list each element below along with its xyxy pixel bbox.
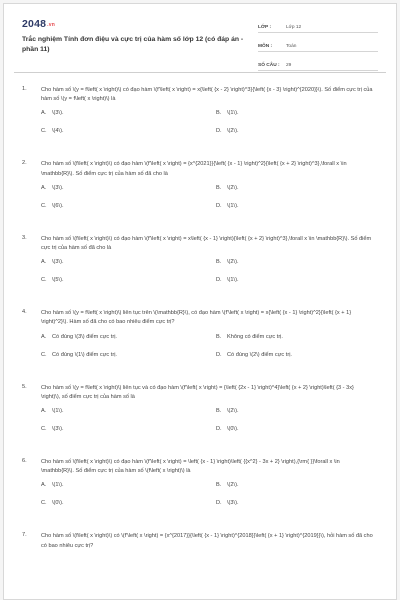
answer-option-b[interactable]: B. \(2\). — [216, 482, 239, 489]
answer-option-c[interactable]: C. \(5\). — [41, 277, 64, 284]
question-3 — [4, 235, 396, 295]
answer-options — [41, 110, 396, 146]
question-1 — [4, 86, 396, 146]
question-number: 1. — [22, 86, 27, 92]
answer-options — [41, 482, 396, 518]
answer-options — [41, 259, 396, 295]
answer-option-c[interactable]: C. \(3\). — [41, 426, 64, 433]
question-6 — [4, 458, 396, 518]
answer-option-a[interactable]: A. Có đúng \(3\) điểm cực trị. — [41, 333, 117, 340]
header-divider — [14, 72, 386, 73]
meta-value: Toán — [286, 44, 297, 49]
meta-label: LỚP : — [258, 25, 272, 30]
answer-option-d[interactable]: D. Có đúng \(2\) điểm cực trị. — [216, 351, 292, 358]
question-text: Cho hàm số \(f\left( x \right)\) có đạo hàm \(f'\left( x \right) = \left( {x - 1} \right)\left( {{x^2} - 3x + 2} \right),{\rm{ }}\forall x \in \mathbb{R}\). Số điểm cực trị của hàm số \(f\left( x \right)\) là — [41, 459, 340, 475]
question-text: Cho hàm số \(y = f\left( x \right)\) liên tục và có đạo hàm \(f'\left( x \right) = {\left( {2x - 1} \right)^4}\left( {x + 2} \right)\left( {3 - 3x} \right)\), số điểm cực trị của hàm số là — [41, 384, 354, 400]
question-7 — [4, 532, 396, 550]
site-logo[interactable]: 2048.vn — [22, 18, 55, 30]
document-page — [3, 3, 397, 600]
answer-options — [41, 334, 396, 370]
answer-option-d[interactable]: D. \(0\). — [216, 426, 239, 433]
meta-row-class — [258, 20, 378, 33]
answer-option-b[interactable]: B. \(2\). — [216, 184, 239, 191]
answer-option-a[interactable]: A. \(3\). — [41, 259, 64, 266]
answer-option-b[interactable]: B. \(1\). — [216, 110, 239, 117]
answer-option-a[interactable]: A. \(1\). — [41, 482, 64, 489]
question-text: Cho hàm số \(y = f\left( x \right)\) liên tục trên \(\mathbb{R}\), có đạo hàm \(f'\left( x \right) = x{\left( {x - 1} \right)^2}{\left( {x + 1} \right)^2}\). Hàm số đã cho có bao nhiêu điểm cực trị? — [41, 310, 352, 326]
meta-row-count — [258, 58, 378, 71]
meta-value: 29 — [286, 63, 292, 68]
question-4 — [4, 309, 396, 369]
answer-option-a[interactable]: A. \(3\). — [41, 110, 64, 117]
meta-row-subject — [258, 39, 378, 52]
question-2 — [4, 160, 396, 220]
question-text: Cho hàm số \(f\left( x \right)\) có đạo hàm \(f'\left( x \right) = {x^{2021}}{\left( {x - 1} \right)^2}{\left( {x + 2} \right)^3},\forall x \in \mathbb{R}\). Số điểm cực trị của hàm số đã cho là — [41, 161, 347, 177]
question-number: 6. — [22, 458, 27, 465]
meta-box — [258, 20, 378, 71]
answer-option-c[interactable]: C. \(0\). — [41, 500, 64, 507]
answer-option-b[interactable]: B. \(2\). — [216, 259, 239, 266]
answer-option-c[interactable]: C. \(6\). — [41, 202, 64, 209]
question-text: Cho hàm số \(f\left( x \right)\) có đạo hàm \(f'\left( x \right) = x\left( {x - 1} \right){\left( {x + 2} \right)^3},\forall x \in \mathbb{R}\). Số điểm cực trị của hàm số đã cho là — [41, 235, 372, 252]
answer-options — [41, 408, 396, 444]
question-number: 7. — [22, 532, 27, 539]
meta-label: SỐ CÂU : — [258, 63, 280, 68]
page-title: Trắc nghiệm Tính đơn điệu và cực trị của hàm số lớp 12 (có đáp án - phần 11) — [22, 36, 244, 53]
question-number: 3. — [22, 234, 27, 241]
answer-option-d[interactable]: D. \(1\). — [216, 202, 239, 209]
answer-option-d[interactable]: D. \(2\). — [216, 128, 239, 135]
answer-option-d[interactable]: D. \(1\). — [216, 277, 239, 284]
meta-value: Lớp 12 — [286, 25, 302, 30]
answer-option-c[interactable]: C. Có đúng \(1\) điểm cực trị. — [41, 351, 117, 358]
answer-option-a[interactable]: A. \(1\). — [41, 408, 64, 415]
answer-option-c[interactable]: C. \(4\). — [41, 128, 64, 135]
question-text: Cho hàm số \(y = f\left( x \right)\) có đạo hàm \(f'\left( x \right) = x{\left( {x - 2} \right)^3}{\left( {x - 3} \right)^{2020}}\). Số điểm cực trị của hàm số \(y = f\left( x \right)\) là — [41, 87, 373, 103]
answer-option-a[interactable]: A. \(3\). — [41, 184, 64, 191]
question-list — [4, 86, 396, 565]
question-number: 5. — [22, 383, 27, 390]
answer-option-b[interactable]: B. Không có điểm cực trị. — [216, 333, 283, 340]
answer-options — [41, 185, 396, 221]
question-number: 2. — [22, 160, 27, 167]
question-text: Cho hàm số \(f\left( x \right)\) có \(f'\left( x \right) = {x^{2017}}{\left( {x - 1} \right)^{2018}}\left( {x + 1} \right)^{2019}}\), hỏi hàm số đã cho có bao nhiêu cực trị? — [41, 533, 373, 549]
document-header — [4, 4, 396, 72]
question-number: 4. — [22, 309, 27, 316]
answer-option-d[interactable]: D. \(3\). — [216, 500, 239, 507]
question-5 — [4, 384, 396, 444]
answer-option-b[interactable]: B. \(2\). — [216, 408, 239, 415]
meta-label: MÔN : — [258, 44, 273, 49]
